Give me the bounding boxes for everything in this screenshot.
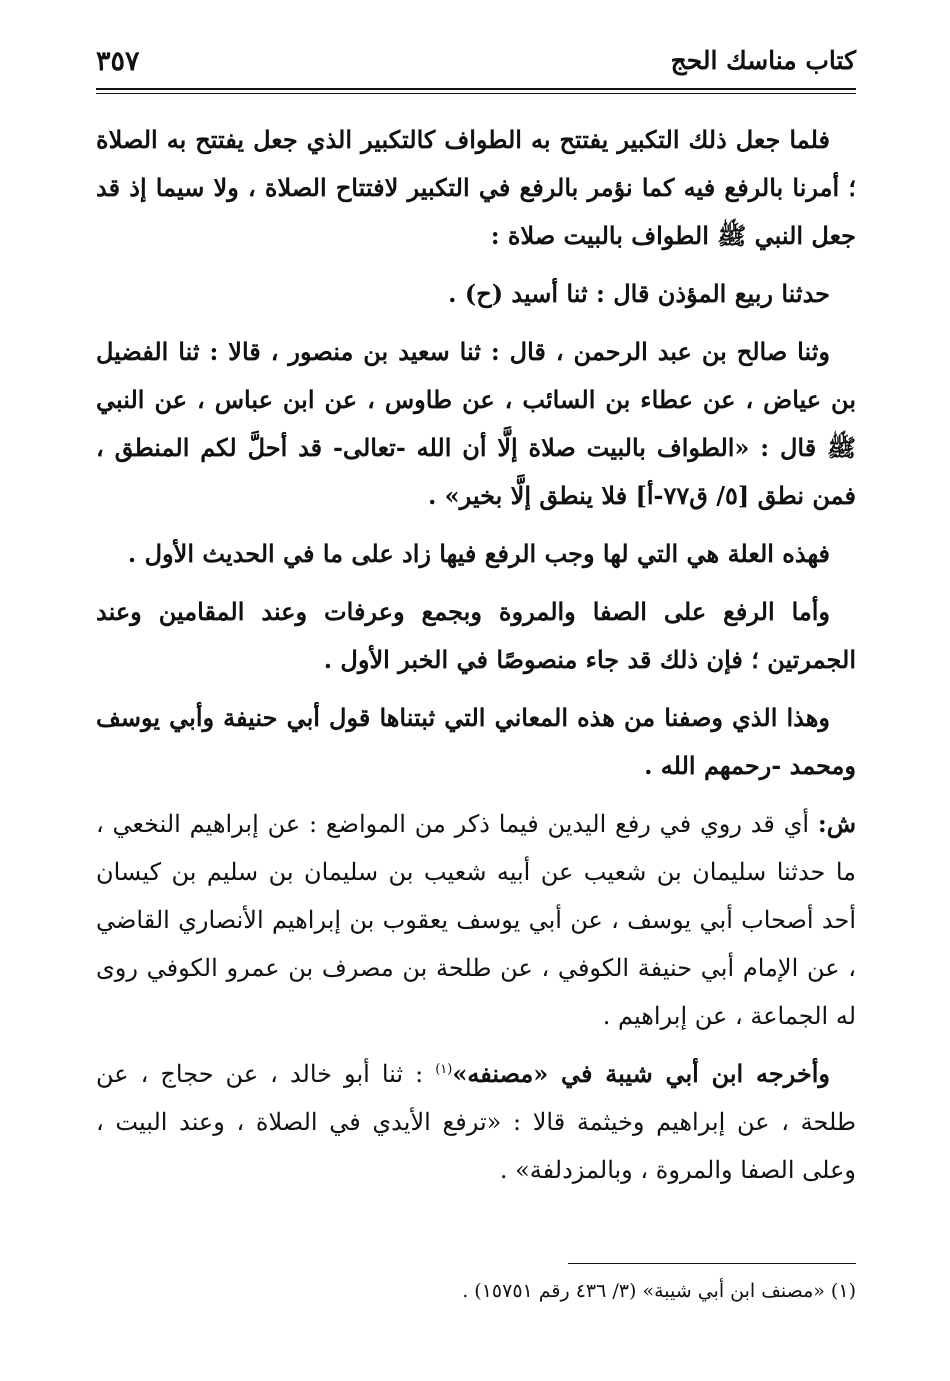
paragraph-illa: فهذه العلة هي التي لها وجب الرفع فيها زاد على ما في الحديث الأول . <box>127 539 830 568</box>
citation-text: : ثنا أبو خالد ، عن حجاج ، عن طلحة ، عن إبراهيم وخيثمة قالا : «ترفع الأيدي في الصلاة ، وعند البيت ، وعلى الصفا والمروة ، وبالمزدلفة» . <box>96 1060 856 1184</box>
running-title: كتاب مناسك الحج <box>670 46 856 75</box>
paragraph-tawaf-takbir: فلما جعل ذلك التكبير يفتتح به الطواف كالتكبير الذي جعل يفتتح به الصلاة ؛ أمرنا بالرفع فيه كما نؤمر بالرفع في التكبير لافتتاح الصلاة ، ولا سيما إذ قد جعل النبي ﷺ الطواف بالبيت صلاة : <box>96 125 856 250</box>
footnote: (١) «مصنف ابن أبي شيبة» (٣/ ٤٣٦ رقم ١٥٧٥١) . <box>462 1280 856 1302</box>
header-rule-thick <box>96 88 856 90</box>
commentary-marker: ش: <box>817 809 856 838</box>
page-number: ٣٥٧ <box>96 46 140 77</box>
page-header <box>96 40 856 92</box>
citation-paragraph <box>96 1050 856 1194</box>
citation-lead: وأخرجه ابن أبي شيبة في «مصنفه» <box>452 1059 831 1088</box>
commentary-text: أي قد روي في رفع اليدين فيما ذكر من المواضع : عن إبراهيم النخعي ، ما حدثنا سليمان بن شعيب عن أبيه شعيب بن سليمان بن سليم بن كيسان أحد أصحاب أبي يوسف ، عن أبي يوسف يعقوب بن إبراهيم الأنصاري القاضي ، عن الإمام أبي حنيفة الكوفي ، عن طلحة بن مصرف بن عمرو الكوفي روى له الجماعة ، عن إبراهيم . <box>96 810 856 1030</box>
paragraph-abu-hanifa: وهذا الذي وصفنا من هذه المعاني التي ثبتناها قول أبي حنيفة وأبي يوسف ومحمد -رحمهم الله . <box>96 703 856 780</box>
header-rule-thin <box>96 93 856 94</box>
footnote-reference: (١) <box>435 1062 453 1077</box>
paragraph-safa-marwa: وأما الرفع على الصفا والمروة وبجمع وعرفات وعند المقامين وعند الجمرتين ؛ فإن ذلك قد جاء منصوصًا في الخبر الأول . <box>96 597 856 674</box>
commentary-paragraph <box>96 800 856 1040</box>
main-text <box>96 116 856 1204</box>
paragraph-hadith-tawaf: وثنا صالح بن عبد الرحمن ، قال : ثنا سعيد بن منصور ، قالا : ثنا الفضيل بن عياض ، عن عطاء بن السائب ، عن طاوس ، عن ابن عباس ، عن النبي ﷺ قال : «الطواف بالبيت صلاة إلَّا أن الله -تعالى- قد أحلَّ لكم المنطق ، فمن نطق [٥/ ق٧٧-أ] فلا ينطق إلَّا بخير» . <box>96 337 856 510</box>
paragraph-isnad-rabi: حدثنا ربيع المؤذن قال : ثنا أسيد (ح) . <box>448 279 830 308</box>
footnote-separator <box>568 1263 856 1264</box>
